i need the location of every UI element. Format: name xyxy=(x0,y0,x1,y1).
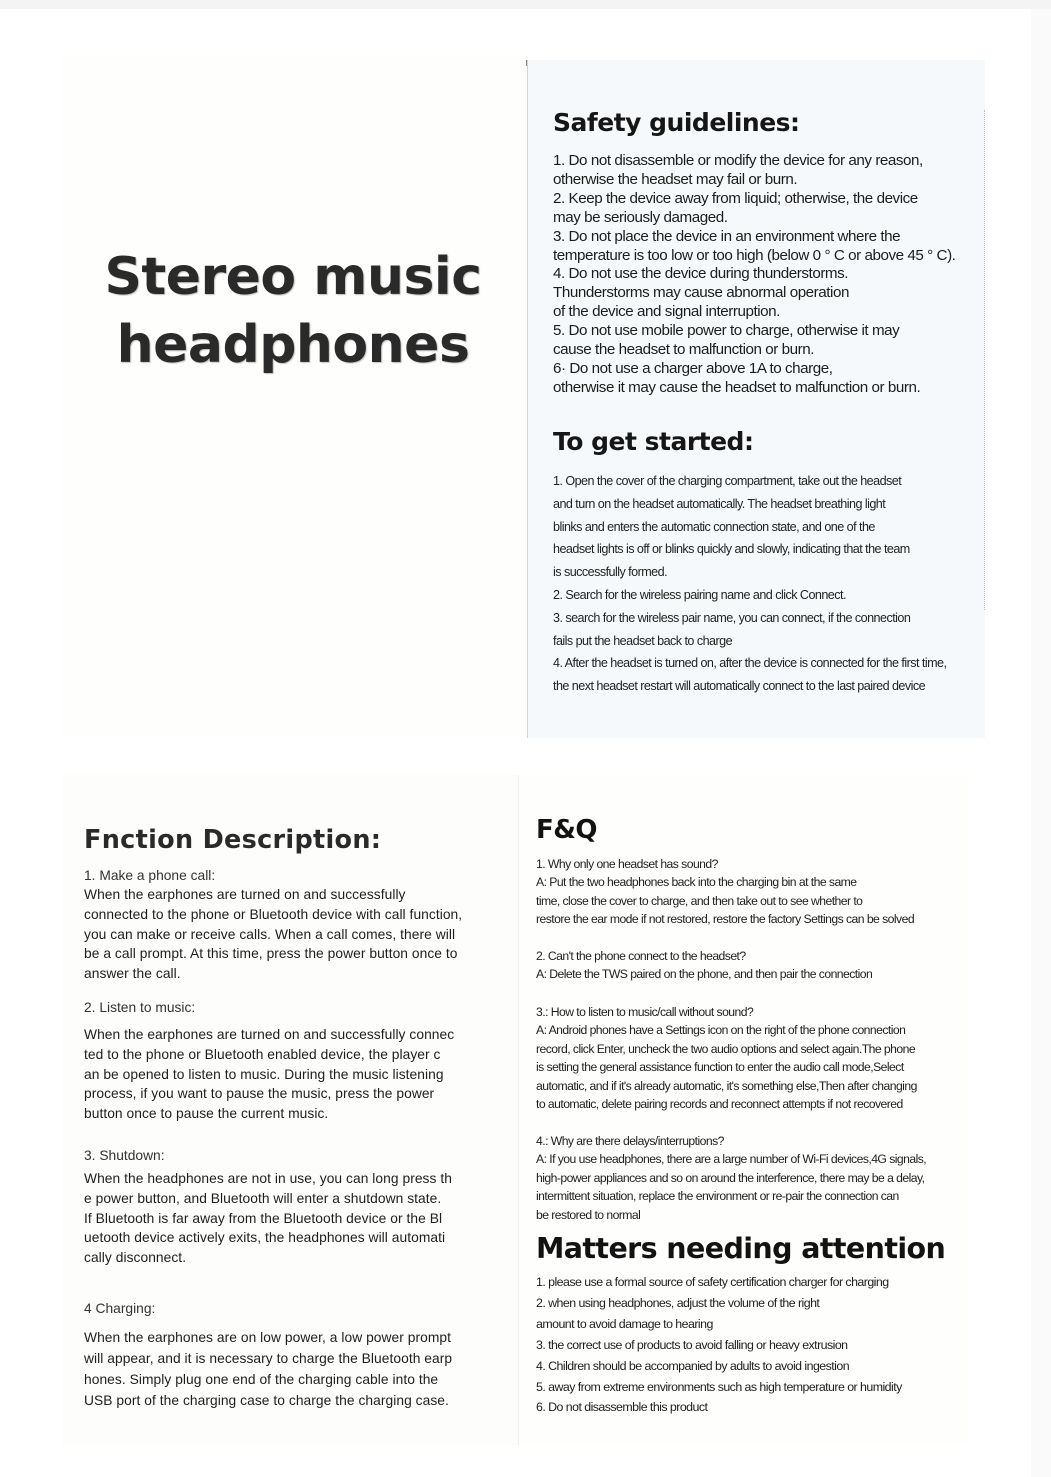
right-margin xyxy=(1031,9,1051,1477)
function-line: When the earphones are turned on and successfully connec xyxy=(84,1027,455,1042)
matters-line: 2. when using headphones, adjust the volume of the right xyxy=(536,1295,820,1310)
cover-panel xyxy=(60,55,526,735)
function-section-call xyxy=(84,867,514,984)
matters-line: 1. please use a formal source of safety certification charger for charging xyxy=(536,1275,889,1289)
get-started-line: the next headset restart will automatically connect to the last paired device xyxy=(553,679,926,694)
cover-title-line-1: Stereo music xyxy=(104,247,482,307)
faq-answer-line: A: Android phones have a Settings icon on the right of the phone connection xyxy=(536,1023,906,1038)
safety-line: 4. Do not use the device during thunderstorms. xyxy=(553,265,849,283)
function-panel xyxy=(62,775,518,1445)
safety-line: cause the headset to malfunction or burn. xyxy=(553,341,815,359)
matters-line: 5. away from extreme environments such as high temperature or humidity xyxy=(536,1379,902,1394)
get-started-line: 3. search for the wireless pair name, you can connect, if the connection xyxy=(553,610,911,625)
faq-answer-line: time, close the cover to charge, and then take out to see whether to xyxy=(536,893,863,908)
get-started-line: headset lights is off or blinks quickly and slowly, indicating that the team xyxy=(553,542,910,557)
faq-answer-line: restore the ear mode if not restored, restore the factory Settings can be solved xyxy=(536,912,915,927)
top-margin xyxy=(0,0,1051,9)
function-section-title: 2. Listen to music: xyxy=(84,1000,196,1015)
safety-line: 5. Do not use mobile power to charge, otherwise it may xyxy=(553,322,900,340)
faq-item xyxy=(536,855,966,929)
faq-question: 1. Why only one headset has sound? xyxy=(536,857,718,871)
faq-answer-line: A: Put the two headphones back into the charging bin at the same xyxy=(536,875,857,890)
function-line: If Bluetooth is far away from the Bluetooth device or the Bl xyxy=(84,1210,443,1226)
faq-question: 2. Can't the phone connect to the headset? xyxy=(536,949,746,963)
function-line: connected to the phone or Bluetooth device with call function, xyxy=(84,906,463,922)
perforation-edge xyxy=(984,110,985,610)
get-started-list xyxy=(553,470,983,698)
faq-answer-line: record, click Enter, uncheck the two audio options and select again.The phone xyxy=(536,1041,916,1056)
function-line: uetooth device actively exits, the headphones will automati xyxy=(84,1230,446,1246)
safety-line: Thunderstorms may cause abnormal operation xyxy=(553,284,849,302)
function-line: When the earphones are turned on and successfully xyxy=(84,887,406,902)
get-started-line: blinks and enters the automatic connection state, and one of the xyxy=(553,519,875,534)
faq-answer-line: A: Delete the TWS paired on the phone, and then pair the connection xyxy=(536,967,873,982)
get-started-line: fails put the headset back to charge xyxy=(553,633,733,648)
function-line: When the headphones are not in use, you can long press th xyxy=(84,1171,452,1186)
faq-question: 3.: How to listen to music/call without sound? xyxy=(536,1005,754,1019)
matters-heading: Matters needing attention xyxy=(536,1232,946,1265)
safety-line: 2. Keep the device away from liquid; otherwise, the device xyxy=(553,189,918,207)
get-started-line: 1. Open the cover of the charging compartment, take out the headset xyxy=(553,474,902,488)
function-section-title: 3. Shutdown: xyxy=(84,1148,165,1163)
faq-item xyxy=(536,947,966,984)
get-started-heading: To get started: xyxy=(553,427,754,456)
function-line: cally disconnect. xyxy=(84,1250,187,1266)
faq-answer-line: high-power appliances and so on around the interference, there may be a delay, xyxy=(536,1170,925,1185)
safety-line: temperature is too low or too high (below 0 ° C or above 45 ° C). xyxy=(553,246,956,264)
function-section-shutdown xyxy=(84,1147,514,1268)
matters-line: 6. Do not disassemble this product xyxy=(536,1400,708,1415)
function-line: an be opened to listen to music. During the music listening xyxy=(84,1066,444,1082)
function-line: ted to the phone or Bluetooth enabled device, the player c xyxy=(84,1046,441,1062)
safety-line: otherwise the headset may fail or burn. xyxy=(553,170,798,188)
safety-line: may be seriously damaged. xyxy=(553,208,728,226)
matters-list xyxy=(536,1272,966,1418)
function-line: e power button, and Bluetooth will enter a shutdown state. xyxy=(84,1190,442,1206)
faq-item xyxy=(536,1132,966,1224)
faq-panel xyxy=(518,775,968,1445)
function-line: will appear, and it is necessary to charge the Bluetooth earp xyxy=(84,1351,453,1366)
safety-line: 1. Do not disassemble or modify the device for any reason, xyxy=(553,152,923,169)
function-section-title: 4 Charging: xyxy=(84,1301,156,1316)
function-line: button once to pause the current music. xyxy=(84,1106,329,1122)
function-line: hones. Simply plug one end of the charging cable into the xyxy=(84,1372,439,1387)
faq-answer-line: is setting the general assistance function to enter the audio call mode,Select xyxy=(536,1060,904,1075)
get-started-line: and turn on the headset automatically. The headset breathing light xyxy=(553,496,886,511)
safety-line: 6· Do not use a charger above 1A to charge, xyxy=(553,359,833,377)
matters-line: 4. Children should be accompanied by adults to avoid ingestion xyxy=(536,1358,850,1373)
function-section-music xyxy=(84,999,514,1124)
faq-answer-line: be restored to normal xyxy=(536,1207,641,1222)
safety-panel xyxy=(527,60,985,738)
faq-answer-line: A: If you use headphones, there are a large number of Wi-Fi devices,4G signals, xyxy=(536,1152,927,1167)
function-section-charging xyxy=(84,1300,514,1411)
safety-line: of the device and signal interruption. xyxy=(553,303,780,321)
get-started-line: 2. Search for the wireless pairing name and click Connect. xyxy=(553,587,846,602)
faq-answer-line: intermittent situation, replace the environment or re-pair the connection can xyxy=(536,1189,899,1204)
safety-heading: Safety guidelines: xyxy=(553,108,800,137)
safety-line: otherwise it may cause the headset to malfunction or burn. xyxy=(553,378,921,396)
get-started-line: 4. After the headset is turned on, after the device is connected for the first time, xyxy=(553,656,947,671)
safety-list xyxy=(553,152,983,398)
faq-heading: F&Q xyxy=(536,815,598,845)
safety-line: 3. Do not place the device in an environment where the xyxy=(553,227,901,245)
function-section-title: 1. Make a phone call: xyxy=(84,868,216,883)
faq-question: 4.: Why are there delays/interruptions? xyxy=(536,1134,724,1148)
cover-title-line-2: headphones xyxy=(116,315,470,375)
function-line: you can make or receive calls. When a call comes, there will xyxy=(84,926,456,942)
function-line: USB port of the charging case to charge the charging case. xyxy=(84,1393,449,1408)
function-line: process, if you want to pause the music, press the power xyxy=(84,1086,435,1102)
cover-title xyxy=(60,243,526,379)
matters-line: 3. the correct use of products to avoid falling or heavy extrusion xyxy=(536,1337,848,1352)
function-heading: Fnction Description: xyxy=(84,825,382,855)
matters-line: amount to avoid damage to hearing xyxy=(536,1316,713,1331)
faq-answer-line: automatic, and if it's already automatic, it's something else,Then after changing xyxy=(536,1078,917,1093)
function-line: When the earphones are on low power, a low power prompt xyxy=(84,1330,452,1345)
faq-answer-line: to automatic, delete pairing records and reconnect attempts if not recovered xyxy=(536,1097,903,1112)
faq-item xyxy=(536,1003,966,1113)
function-line: be a call prompt. At this time, press the power button once to xyxy=(84,946,458,962)
function-line: answer the call. xyxy=(84,966,181,982)
get-started-line: is successfully formed. xyxy=(553,565,668,580)
